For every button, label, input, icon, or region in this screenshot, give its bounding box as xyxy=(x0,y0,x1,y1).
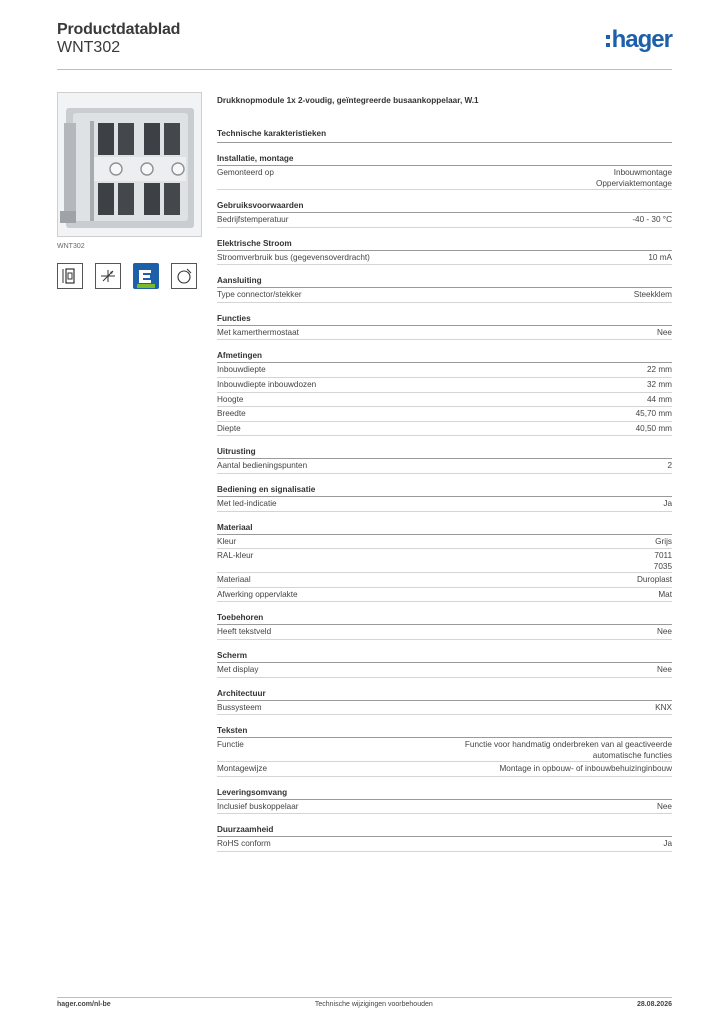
section-title: Aansluiting xyxy=(217,276,672,288)
spec-label: RAL-kleur xyxy=(217,551,254,561)
dimmer-symbol-icon xyxy=(95,263,121,289)
spec-value: Mat xyxy=(658,589,672,599)
spec-value: 10 mA xyxy=(648,252,672,262)
section-title: Functies xyxy=(217,314,672,326)
spec-row xyxy=(217,762,672,777)
spec-value: Nee xyxy=(656,664,672,674)
spec-value: Ja xyxy=(663,839,672,849)
spec-label: Met led-indicatie xyxy=(217,498,277,508)
footer-disclaimer: Technische wijzigingen voorbehouden xyxy=(314,1001,433,1008)
spec-row xyxy=(217,393,672,408)
section-title: Scherm xyxy=(217,651,672,663)
spec-row xyxy=(217,535,672,550)
flush-mount-icon xyxy=(57,263,83,289)
document-title: Productdatablad xyxy=(57,21,181,38)
product-code: WNT302 xyxy=(57,39,121,56)
page-header xyxy=(57,20,672,70)
spec-row xyxy=(217,378,672,393)
tech-heading: Technische karakteristieken xyxy=(217,129,672,143)
spec-label: Kleur xyxy=(217,536,237,546)
spec-value: Inbouwmontage Opperviaktemontage xyxy=(595,168,672,188)
section-title: Gebruiksvoorwaarden xyxy=(217,201,672,213)
spec-row xyxy=(217,588,672,603)
section-title: Duurzaamheid xyxy=(217,825,672,837)
spec-row xyxy=(217,459,672,474)
spec-section xyxy=(217,154,672,190)
spec-row xyxy=(217,800,672,815)
spec-label: RoHS conform xyxy=(217,839,271,849)
product-photo xyxy=(57,92,202,237)
push-button-symbol-icon xyxy=(171,263,197,289)
spec-section xyxy=(217,689,672,716)
spec-label: Type connector/stekker xyxy=(217,290,302,300)
spec-label: Heeft tekstveld xyxy=(217,627,272,637)
spec-value: Steekklem xyxy=(633,290,672,300)
spec-sections xyxy=(217,154,672,852)
spec-row xyxy=(217,213,672,228)
spec-value: 2 xyxy=(667,461,672,471)
spec-section xyxy=(217,447,672,474)
spec-value: Montage in opbouw- of inbouwbehuizinginbouw xyxy=(499,764,672,774)
spec-row xyxy=(217,837,672,852)
product-name: Drukknopmodule 1x 2-voudig, geïntegreerde busaankoppelaar, W.1 xyxy=(217,96,479,105)
spec-value: 32 mm xyxy=(646,379,672,389)
spec-row xyxy=(217,549,672,573)
hager-logo xyxy=(606,26,672,54)
spec-label: Hoogte xyxy=(217,394,244,404)
section-title: Bediening en signalisatie xyxy=(217,485,672,497)
spec-label: Bussysteem xyxy=(217,702,262,712)
specifications-column xyxy=(217,96,672,852)
spec-value: 45,70 mm xyxy=(635,409,672,419)
product-image-column xyxy=(57,92,202,289)
spec-label: Inbouwdiepte inbouwdozen xyxy=(217,379,317,389)
spec-row xyxy=(217,363,672,378)
push-button-module-image xyxy=(58,93,202,237)
spec-label: Montagewijze xyxy=(217,764,268,774)
spec-row xyxy=(217,701,672,716)
spec-label: Gemonteerd op xyxy=(217,168,274,177)
spec-label: Met kamerthermostaat xyxy=(217,327,299,337)
spec-label: Stroomverbruik bus (gegevensoverdracht) xyxy=(217,252,370,262)
section-title: Materiaal xyxy=(217,523,672,535)
section-title: Architectuur xyxy=(217,689,672,701)
section-title: Uitrusting xyxy=(217,447,672,459)
spec-section xyxy=(217,276,672,303)
spec-label: Aantal bedieningspunten xyxy=(217,461,308,471)
spec-label: Functie xyxy=(217,740,244,750)
spec-row xyxy=(217,497,672,512)
section-title: Elektrische Stroom xyxy=(217,239,672,251)
spec-row xyxy=(217,166,672,190)
spec-row xyxy=(217,738,672,762)
spec-row xyxy=(217,288,672,303)
section-title: Afmetingen xyxy=(217,351,672,363)
spec-section xyxy=(217,825,672,852)
footer-date: 28.08.2026 xyxy=(636,1001,672,1008)
spec-value: -40 - 30 °C xyxy=(632,215,672,224)
spec-section xyxy=(217,788,672,815)
spec-value: Nee xyxy=(656,801,672,811)
spec-value: Duroplast xyxy=(636,575,672,585)
spec-value: 22 mm xyxy=(646,365,672,375)
spec-row xyxy=(217,573,672,588)
spec-value: Ja xyxy=(663,498,672,508)
spec-section xyxy=(217,351,672,436)
photo-caption: WNT302 xyxy=(57,243,85,250)
spec-row xyxy=(217,422,672,437)
spec-value: KNX xyxy=(655,702,672,712)
section-title: Teksten xyxy=(217,726,672,738)
spec-row xyxy=(217,625,672,640)
spec-row xyxy=(217,663,672,678)
spec-label: Breedte xyxy=(217,409,246,419)
spec-label: Met display xyxy=(217,664,259,674)
spec-label: Inclusief buskoppelaar xyxy=(217,801,299,811)
spec-row xyxy=(217,251,672,266)
spec-label: Afwerking oppervlakte xyxy=(217,589,298,599)
spec-section xyxy=(217,201,672,228)
spec-value: 40,50 mm xyxy=(635,423,672,433)
logo-dots-icon xyxy=(606,35,610,47)
spec-label: Inbouwdiepte xyxy=(217,365,266,375)
page-footer xyxy=(57,997,672,1008)
spec-section xyxy=(217,613,672,640)
spec-label: Bedrijfstemperatuur xyxy=(217,215,289,224)
spec-section xyxy=(217,726,672,777)
logo-text: hager xyxy=(611,26,672,53)
section-title: Installatie, montage xyxy=(217,154,672,166)
spec-value: 44 mm xyxy=(646,394,672,404)
spec-value: Grijs xyxy=(655,536,672,546)
spec-value: Nee xyxy=(656,627,672,637)
spec-section xyxy=(217,314,672,341)
section-title: Toebehoren xyxy=(217,613,672,625)
knx-icon xyxy=(133,263,159,289)
spec-section xyxy=(217,239,672,266)
section-title: Leveringsomvang xyxy=(217,788,672,800)
spec-value: 7011 7035 xyxy=(653,551,672,571)
footer-website: hager.com/nl-be xyxy=(57,1001,111,1008)
spec-value: Nee xyxy=(656,327,672,337)
spec-section xyxy=(217,651,672,678)
spec-section xyxy=(217,523,672,603)
spec-label: Materiaal xyxy=(217,575,251,585)
feature-icon-row xyxy=(57,263,202,289)
spec-label: Diepte xyxy=(217,423,241,433)
spec-row xyxy=(217,407,672,422)
spec-row xyxy=(217,326,672,341)
spec-section xyxy=(217,485,672,512)
spec-value: Functie voor handmatig onderbreken van al geactiveerde automatische functies xyxy=(464,740,672,760)
